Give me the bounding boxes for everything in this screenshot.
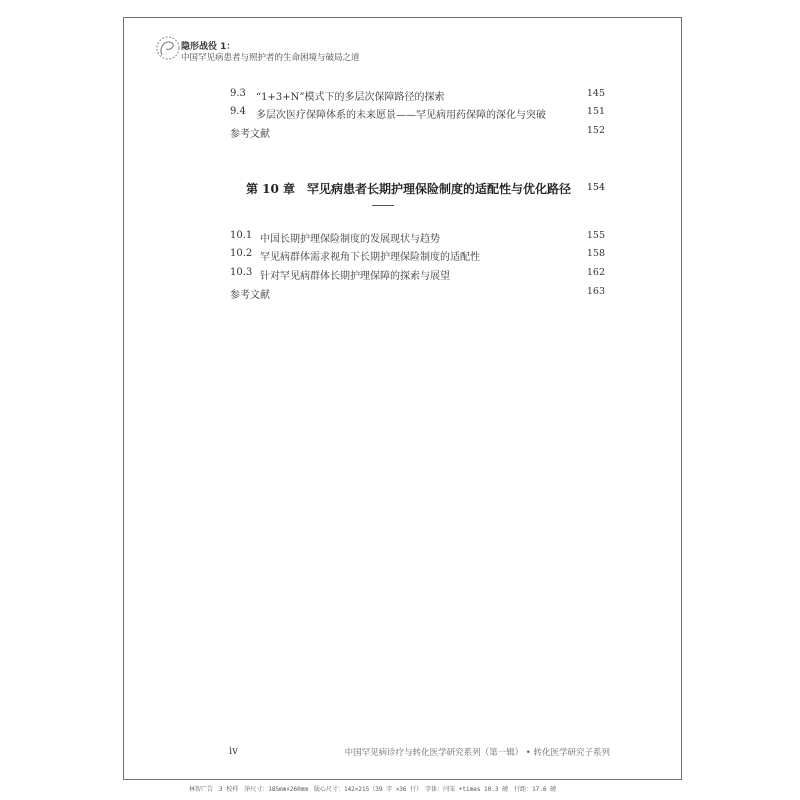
entry-title: 参考文献	[230, 290, 270, 301]
entry-title: 多层次医疗保障体系的未来愿景——罕见病用药保障的深化与突破	[256, 110, 546, 121]
toc-entry[interactable]	[230, 88, 605, 104]
toc-entry[interactable]	[230, 125, 605, 141]
entry-title: 罕见病群体需求视角下长期护理保险制度的适配性	[260, 252, 480, 263]
printer-info: 林智广告 3 校样 净尺寸：185mm×260mm 版心尺寸：142×215（39 字 ×36 行） 字体：闫宋 +times 10.3 磅 行距：17.6 磅	[189, 786, 557, 793]
toc-entry[interactable]	[230, 267, 605, 283]
entry-page: 163	[586, 286, 605, 297]
series-logo-icon	[154, 33, 182, 65]
chapter-heading[interactable]	[246, 180, 605, 198]
entry-number: 9.4	[230, 106, 246, 117]
entry-number: 9.3	[230, 88, 246, 99]
toc-entry[interactable]	[230, 286, 605, 302]
chapter-page: 154	[586, 182, 605, 193]
page-number: iv	[229, 746, 238, 757]
entry-page: 145	[586, 88, 605, 99]
toc-entry[interactable]	[230, 248, 605, 264]
chapter-title: 第 10 章 罕见病患者长期护理保险制度的适配性与优化路径	[246, 182, 572, 196]
toc-entry[interactable]	[230, 230, 605, 246]
entry-title: 中国长期护理保险制度的发展现状与趋势	[260, 234, 440, 245]
entry-number: 10.2	[230, 248, 253, 259]
series-footer: 中国罕见病诊疗与转化医学研究系列（第一辑） • 转化医学研究子系列	[344, 748, 610, 758]
entry-title: 参考文献	[230, 129, 270, 140]
entry-number: 10.3	[230, 267, 253, 278]
entry-page: 152	[586, 125, 605, 136]
toc-entry[interactable]	[230, 106, 605, 122]
entry-number: 10.1	[230, 230, 253, 241]
header-subtitle: 中国罕见病患者与照护者的生命困境与破局之道	[181, 53, 360, 63]
entry-page: 155	[586, 230, 605, 241]
entry-title: “1+3+N”模式下的多层次保障路径的探索	[256, 92, 445, 103]
entry-title: 针对罕见病群体长期护理保障的探索与展望	[260, 271, 450, 282]
chapter-divider	[372, 205, 394, 206]
entry-page: 151	[586, 106, 605, 117]
entry-page: 158	[586, 248, 605, 259]
header-title: 隐形战役 1：	[181, 42, 236, 52]
running-header	[154, 33, 514, 69]
entry-page: 162	[586, 267, 605, 278]
